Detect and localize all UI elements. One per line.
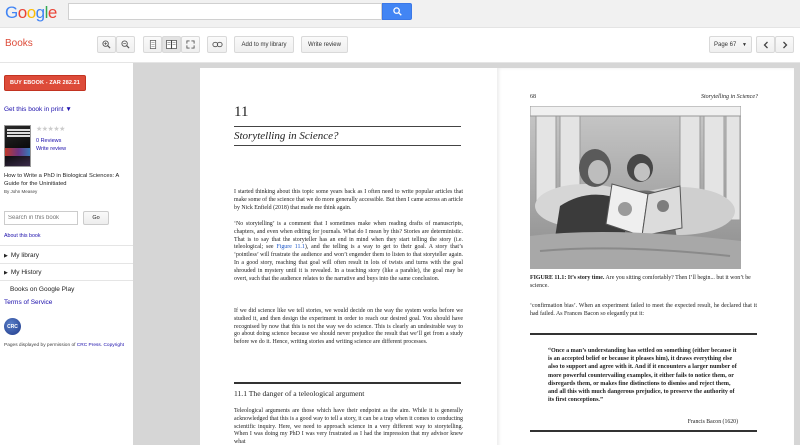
crc-press-link[interactable]: CRC Press bbox=[76, 343, 101, 348]
sidebar-divider bbox=[0, 245, 133, 246]
search-input[interactable] bbox=[68, 3, 382, 20]
quote-rule bbox=[530, 333, 757, 335]
search-icon bbox=[393, 7, 402, 16]
paragraph: If we did science like we tell stories, we would decide on the way the system works before we studied it, and then design the experiment in order to reach our desired goal. You should have recognised by now that this is not the way we do science. This is clearly an undesirable way to go about doing science because we should never prejudice the result that we’ll get from a study before we do it. Hence, writing stories and writing science are different processes. bbox=[234, 308, 463, 346]
sidebar-divider bbox=[0, 263, 133, 264]
top-bar bbox=[0, 0, 800, 28]
books-on-google-play-link[interactable]: Books on Google Play bbox=[10, 286, 75, 293]
reviews-link[interactable]: 0 Reviews bbox=[36, 138, 62, 144]
block-quote: “Once a man’s understanding has settled on something (either because it is an accepted belief or because it pleases him), it draws everything else also to support and agree with it. And if it encounters a larger number of more powerful countervailing examples, it either fails to notice them, or disregards them, or makes fine distinctions to dismiss and reject them, and all this with much dangerous prejudice, to preserve the authority of its first conceptions.” bbox=[548, 348, 737, 404]
zoom-out-button[interactable] bbox=[116, 36, 135, 53]
book-cover[interactable] bbox=[4, 125, 31, 167]
previous-page-button[interactable] bbox=[756, 36, 775, 53]
paragraph: ‘No storytelling’ is a comment that I sometimes make when reading drafts of manuscripts, chapters, and even when editing for journals. What do I mean by this? Stories are deterministic. That is to say that the storyteller has an end in mind when they start telling the story (i.e. teleological; see Figure 11.1), and the telling is a way to get to their goal. A story that’s ‘pointless’ will frustrate the audience and won’t engender them to listen to that storyteller again. In a good story, reaching that goal will often result in lots of twists and turns with the goal shrouded in mystery until it is revealed. In a teaching story (like a parable), the goal may be overt, such that the audience relates to the narrative and buys into the same conclusion. bbox=[234, 221, 463, 282]
book-reader[interactable] bbox=[133, 63, 800, 445]
section-rule bbox=[234, 382, 461, 384]
search-in-book-input[interactable] bbox=[4, 211, 78, 225]
zoom-in-button[interactable] bbox=[97, 36, 116, 53]
search-button[interactable] bbox=[382, 3, 412, 20]
triangle-right-icon: ▶ bbox=[4, 270, 8, 276]
figure-photo bbox=[530, 106, 741, 269]
crc-press-logo[interactable]: CRC bbox=[4, 318, 21, 335]
next-page-button[interactable] bbox=[775, 36, 794, 53]
my-library-item[interactable]: ▶ My library bbox=[4, 252, 40, 259]
buy-ebook-button[interactable]: BUY EBOOK - ZAR 282.21 bbox=[4, 75, 86, 91]
rating-stars[interactable]: ★★★★★ bbox=[36, 126, 65, 133]
figure-caption: FIGURE 11.1: It’s story time. Are you sitting comfortably? Then I’ll begin... but it won’t be science. bbox=[530, 275, 751, 289]
chapter-rule bbox=[234, 145, 461, 146]
get-in-print-link[interactable]: Get this book in print ▼ bbox=[4, 106, 72, 113]
single-page-icon bbox=[149, 40, 157, 49]
page-number: 68 bbox=[530, 94, 536, 100]
chapter-number: 11 bbox=[234, 104, 249, 120]
write-review-button[interactable]: Write review bbox=[301, 36, 348, 53]
triangle-right-icon: ▶ bbox=[4, 253, 8, 259]
quote-attribution: Francis Bacon (1620) bbox=[687, 419, 738, 425]
sidebar-divider bbox=[0, 280, 133, 281]
left-page bbox=[200, 68, 497, 445]
chapter-title: Storytelling in Science? bbox=[234, 130, 339, 142]
quote-rule bbox=[530, 430, 757, 432]
books-section-title[interactable]: Books bbox=[5, 38, 33, 49]
page-select-value: Page 67 bbox=[714, 41, 737, 48]
page-select[interactable] bbox=[709, 36, 752, 53]
left-sidebar bbox=[0, 63, 133, 445]
copyright-link[interactable]: Copyright bbox=[103, 343, 124, 348]
terms-of-service-link[interactable]: Terms of Service bbox=[4, 299, 53, 306]
chapter-rule bbox=[234, 126, 461, 127]
link-button[interactable] bbox=[207, 36, 227, 53]
fullscreen-icon bbox=[186, 40, 195, 49]
figure-reference-link[interactable]: Figure 11.1 bbox=[276, 244, 305, 251]
fullscreen-button[interactable] bbox=[181, 36, 200, 53]
paragraph: Teleological arguments are those which have their endpoint as the aim. While it is generally acknowledged that this is a good way to tell a story, it can be a trap when it comes to conducting scientific inquiry. Here, we need to approach science in a very different way to storytelling. When I was doing my PhD I was very frustrated as I had the impression that my advisor knew what bbox=[234, 408, 463, 445]
chevron-right-icon bbox=[782, 41, 788, 49]
google-logo[interactable]: Google bbox=[5, 3, 57, 22]
chevron-left-icon bbox=[763, 41, 769, 49]
about-book-link[interactable]: About this book bbox=[4, 233, 41, 239]
search-in-book-go-button[interactable]: Go bbox=[83, 211, 109, 225]
book-author: By John Measey bbox=[4, 189, 38, 194]
single-page-view-button[interactable] bbox=[143, 36, 162, 53]
zoom-in-icon bbox=[102, 40, 111, 49]
zoom-out-icon bbox=[121, 40, 130, 49]
running-head: Storytelling in Science? bbox=[701, 94, 758, 100]
right-page bbox=[497, 68, 794, 445]
paragraph: I started thinking about this topic some years back as I often need to write popular articles that make some of the science that we do more generally accessible. But then I came across an article by Nick Enfield (2018) that made me think again. bbox=[234, 189, 463, 211]
chevron-down-icon: ▼ bbox=[742, 41, 747, 48]
add-to-library-button[interactable]: Add to my library bbox=[234, 36, 294, 53]
two-page-icon bbox=[166, 40, 177, 49]
my-history-item[interactable]: ▶ My History bbox=[4, 269, 42, 276]
two-page-view-button[interactable] bbox=[162, 36, 181, 53]
write-review-link[interactable]: Write review bbox=[36, 146, 67, 152]
permission-text: Pages displayed by permission of CRC Press. Copyright bbox=[4, 343, 124, 348]
books-toolbar bbox=[0, 28, 800, 63]
section-heading: 11.1 The danger of a teleological argument bbox=[234, 389, 365, 398]
paragraph: ‘confirmation bias’. When an experiment failed to meet the expected result, he declared that it had failed. As Frances Bacon so elegantly put it: bbox=[530, 303, 757, 317]
book-title: How to Write a PhD in Biological Sciences: A Guide for the Uninitiated bbox=[4, 173, 119, 187]
link-icon bbox=[212, 41, 223, 48]
